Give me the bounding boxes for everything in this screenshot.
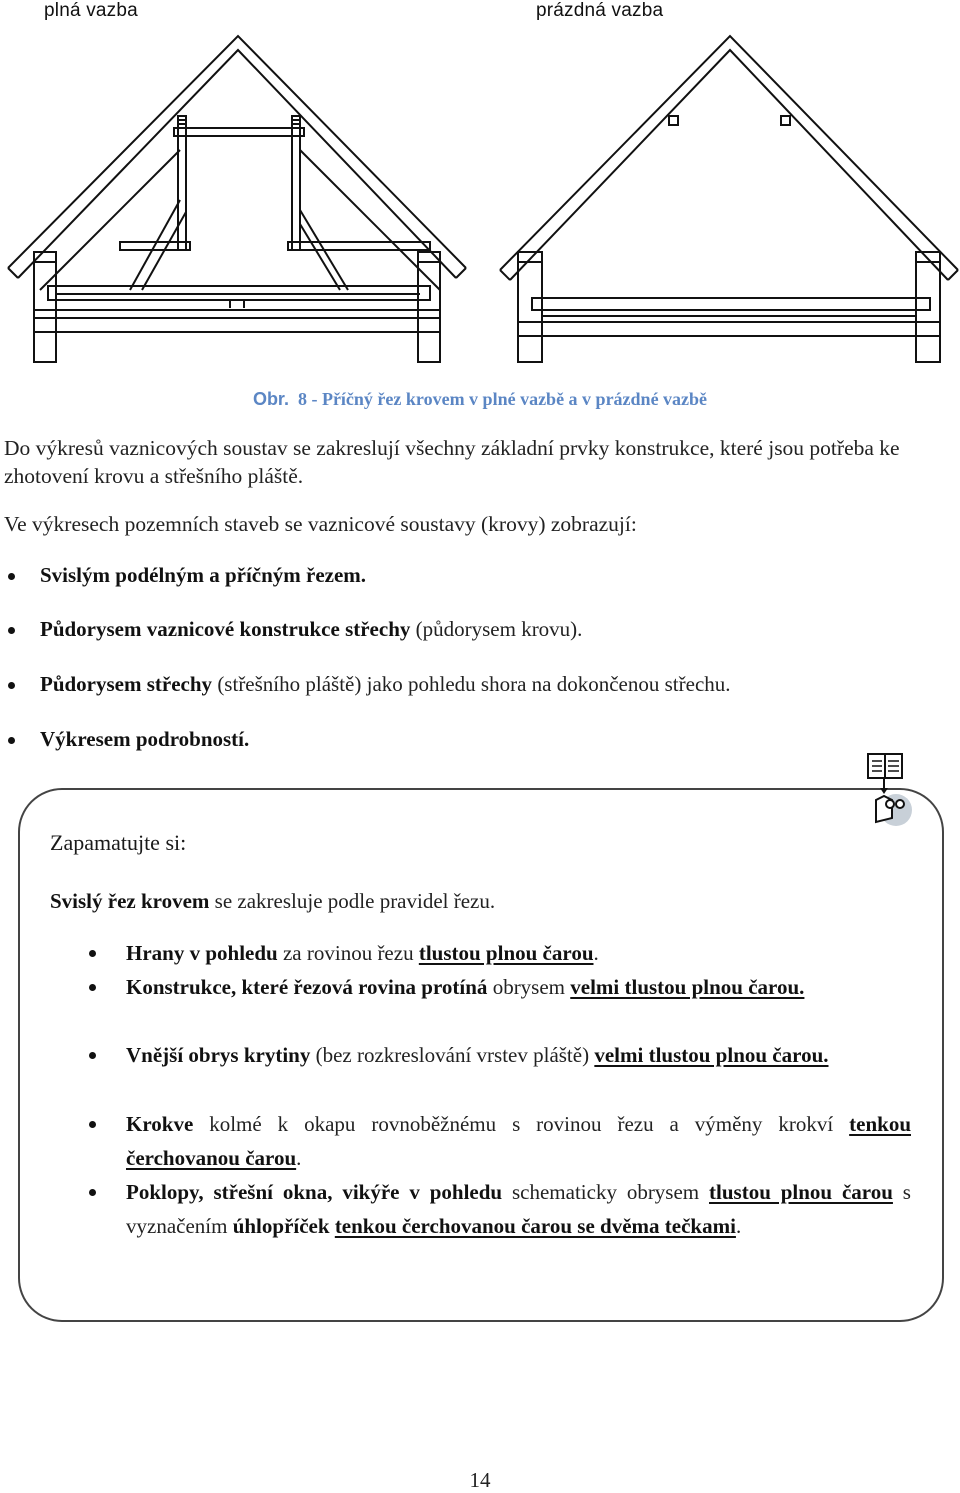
label-full-truss: plná vazba — [44, 0, 138, 21]
list-item-text: (střešního pláště) jako pohledu shora na dokončenou střechu. — [212, 672, 731, 696]
rule-item — [126, 936, 911, 970]
rule-bold: Hrany v pohledu — [126, 941, 278, 965]
rule-text: . — [735, 1214, 742, 1238]
remember-intro — [50, 889, 495, 914]
rule-underline: velmi tlustou plnou čarou. — [594, 1043, 829, 1067]
rule-item — [126, 970, 911, 1004]
book-remember-icon — [862, 752, 914, 830]
truss-figure — [0, 0, 960, 380]
rule-bold: úhlopříček — [232, 1214, 330, 1238]
caption-prefix: Obr. — [252, 389, 289, 409]
caption-text: 8 - Příčný řez krovem v plné vazbě a v prázdné vazbě — [297, 389, 708, 409]
remember-intro-text: se zakresluje podle pravidel řezu. — [209, 889, 496, 913]
rule-underline: velmi tlustou plnou čarou. — [570, 975, 805, 999]
remember-intro-bold: Svislý řez krovem — [50, 889, 210, 913]
rule-underline: tlustou plnou čarou — [418, 941, 594, 965]
rule-text: . — [593, 941, 599, 965]
rule-underline: tenkou čerchovanou čarou — [126, 1112, 911, 1170]
remember-title: Zapamatujte si: — [50, 830, 187, 855]
list-item — [40, 727, 249, 752]
list-item-bold: Svislým podélným a příčným řezem. — [40, 563, 367, 587]
list-item-bold: Půdorysem vaznicové konstrukce střechy — [40, 617, 411, 641]
rule-bold: Poklopy, střešní okna, vikýře v pohledu — [126, 1180, 503, 1204]
rule-bold: Konstrukce, které řezová rovina protíná — [126, 975, 488, 999]
rule-bold: Vnější obrys krytiny — [126, 1043, 311, 1067]
truss-drawing — [0, 0, 960, 380]
list-item — [40, 563, 366, 588]
page-number: 14 — [469, 1468, 491, 1492]
empty-truss-section — [500, 36, 958, 362]
rule-text: schematicky obrysem — [502, 1180, 710, 1204]
list-item-bold: Výkresem podrobností. — [40, 727, 250, 751]
rule-bold: Krokve — [126, 1112, 194, 1136]
label-empty-truss: prázdná vazba — [536, 0, 664, 21]
rule-underline: tlustou plnou čarou — [709, 1180, 893, 1204]
rule-text: s vyznačením — [126, 1180, 911, 1238]
figure-caption — [0, 389, 960, 410]
rule-text: kolmé k okapu rovnoběžnému s rovinou řezu a výměny krokví — [193, 1112, 850, 1136]
rule-underline: tenkou čerchovanou čarou se dvěma tečkami — [334, 1214, 736, 1238]
list-item-bold: Půdorysem střechy — [40, 672, 213, 696]
list-item-text: (půdorysem krovu). — [410, 617, 583, 641]
rule-text: . — [296, 1146, 302, 1170]
rule-text: obrysem — [487, 975, 571, 999]
list-item — [40, 672, 731, 697]
rule-item — [126, 1107, 911, 1175]
intro-paragraph-1: Do výkresů vaznicových soustav se zakreslují všechny základní prvky konstrukce, které jsou potřeba ke zhotovení krovu a střešního pláště. — [4, 436, 900, 488]
list-item — [40, 617, 582, 642]
rule-item — [126, 1038, 911, 1072]
full-truss-section — [8, 36, 466, 362]
intro-paragraph-2: Ve výkresech pozemních staveb se vaznicové soustavy (krovy) zobrazují: — [4, 512, 637, 536]
rule-text: za rovinou řezu — [277, 941, 419, 965]
rule-text: (bez rozkreslování vrstev pláště) — [310, 1043, 595, 1067]
rule-item — [126, 1175, 911, 1243]
